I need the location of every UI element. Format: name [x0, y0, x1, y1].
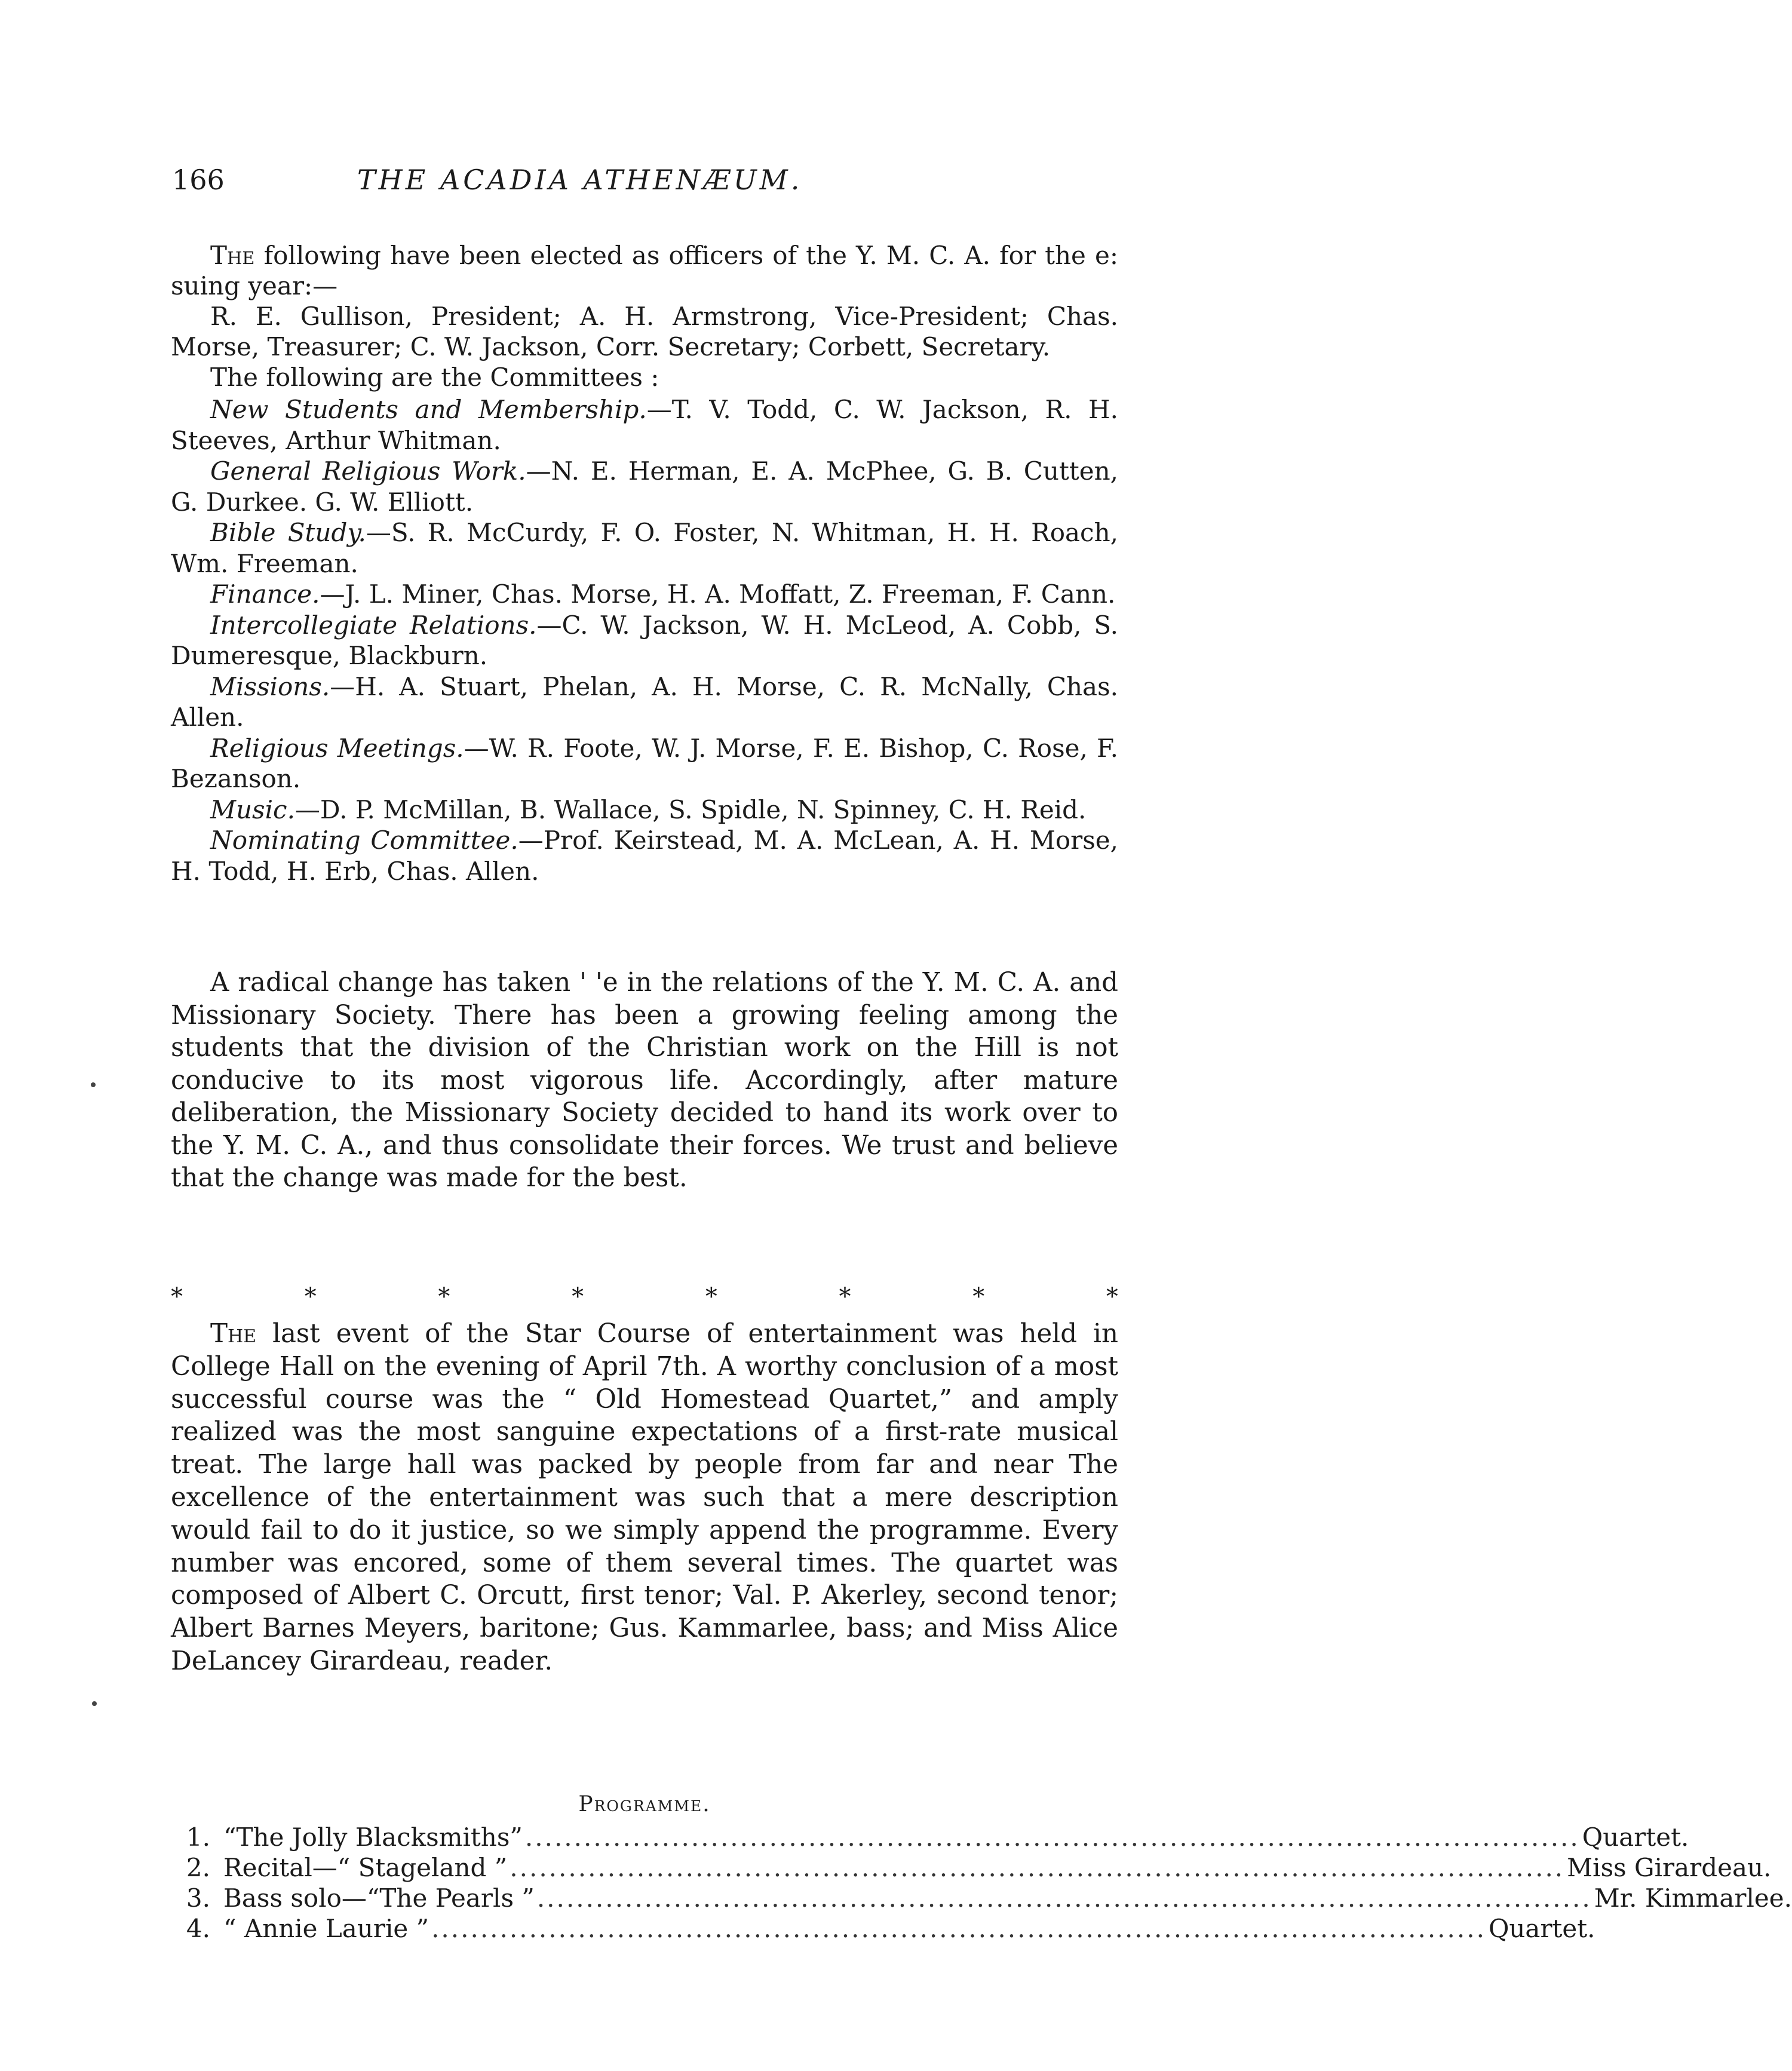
- programme-item: [171, 1822, 1689, 1852]
- separator-star: *: [705, 1283, 717, 1311]
- committee-members: —D. P. McMillan, B. Wallace, S. Spidle, N. Spinney, C. H. Reid.: [294, 794, 1087, 824]
- committee-name: General Religious Work.: [210, 456, 526, 486]
- star-course-paragraph: [171, 1318, 1118, 1678]
- committee-entry: [171, 733, 1118, 794]
- scan-speck: [92, 1701, 97, 1706]
- committee-entry: [171, 671, 1118, 733]
- programme-performer: Quartet.: [1488, 1914, 1595, 1943]
- committee-entry: [171, 794, 1118, 826]
- programme-performer: Mr. Kimmarlee.: [1594, 1883, 1792, 1913]
- committee-members: —N. E. Herman, E. A. McPhee, G. B. Cutten, G. Durkee. G. W. Elliott.: [171, 456, 1118, 517]
- separator-star: *: [572, 1283, 584, 1311]
- page-header: [172, 164, 1119, 211]
- programme-heading: Programme.: [578, 1792, 711, 1817]
- programme-item: [171, 1852, 1772, 1883]
- committee-name: Finance.: [210, 579, 320, 609]
- committee-entry: [171, 610, 1118, 671]
- programme-title: “ Annie Laurie ”: [223, 1914, 429, 1943]
- star-course-text: last event of the Star Course of entertainment was held in College Hall on the evening of April 7th. A worthy conclusion of a most successful course was the “ Old Homestead Quartet,” and amply realized was the most sanguine expectations of a first-rate musical treat. The large hall was packed by people from far and near The excellence of the entertainment was such that a mere description would fail to do it justice, so we simply append the programme. Every number was encored, some of them several times. The quartet was composed of Albert C. Orcutt, first tenor; Val. P. Akerley, second tenor; Albert Barnes Meyers, baritone; Gus. Kammarlee, bass; and Miss Alice DeLancey Girardeau, reader.: [171, 1319, 1118, 1676]
- programme-performer: Miss Girardeau.: [1567, 1853, 1772, 1882]
- separator-star: *: [438, 1283, 450, 1311]
- section-separator: [171, 1283, 1118, 1311]
- separator-star: *: [972, 1283, 985, 1311]
- committee-members: —S. R. McCurdy, F. O. Foster, N. Whitman, H. H. Roach, Wm. Freeman.: [171, 518, 1118, 578]
- programme-title: Recital—“ Stageland ”: [223, 1853, 508, 1882]
- committee-entry: [171, 825, 1118, 886]
- separator-star: *: [1106, 1283, 1118, 1311]
- committees-intro: The following are the Committees :: [210, 363, 659, 392]
- committee-entry: [171, 517, 1118, 579]
- committee-name: Nominating Committee.: [210, 826, 518, 855]
- separator-star: *: [304, 1283, 317, 1311]
- officers-text: following have been elected as officers of the Y. M. C. A. for the e: suing year:—: [171, 241, 1118, 300]
- programme-number: 2.: [186, 1853, 210, 1882]
- committee-name: Music.: [210, 794, 295, 824]
- leader-dots: ............................................................................................................: [536, 1883, 1592, 1913]
- leader-dots: ............................................................................................................: [431, 1914, 1486, 1943]
- radical-change-paragraph: A radical change has taken ' 'e in the relations of the Y. M. C. A. and Missionary Society. There has been a growing feeling among the students that the division of the Christian work on the Hill is not conducive to its most vigorous life. Accordingly, after mature deliberation, the Missionary Society decided to hand its work over to the Y. M. C. A., and thus consolidate their forces. We trust and believe that the change was made for the best.: [171, 968, 1118, 1193]
- leader-dots: ............................................................................................................: [510, 1853, 1565, 1882]
- programme-number: 3.: [186, 1883, 210, 1913]
- programme-performer: Quartet.: [1582, 1823, 1689, 1852]
- committee-members: —T. V. Todd, C. W. Jackson, R. H. Steeves, Arthur Whitman.: [171, 395, 1118, 455]
- programme-number: 1.: [186, 1823, 210, 1852]
- leader-dots: ............................................................................................................: [524, 1823, 1580, 1852]
- programme-item: [171, 1883, 1792, 1913]
- committee-members: —Prof. Keirstead, M. A. McLean, A. H. Morse, H. Todd, H. Erb, Chas. Allen.: [171, 826, 1118, 886]
- programme-number: 4.: [186, 1914, 210, 1943]
- committee-members: —J. L. Miner, Chas. Morse, H. A. Moffatt, Z. Freeman, F. Cann.: [320, 579, 1116, 609]
- officers-paragraph: [171, 240, 1118, 301]
- separator-star: *: [171, 1283, 183, 1311]
- officers-lead: The: [210, 241, 255, 270]
- committee-name: Intercollegiate Relations.: [210, 610, 537, 640]
- officers-list: R. E. Gullison, President; A. H. Armstrong, Vice-President; Chas. Morse, Treasurer; C. W. Jackson, Corr. Secretary; Corbett, Secretary.: [171, 302, 1118, 361]
- star-course-lead: The: [210, 1319, 257, 1349]
- committees-list: [171, 394, 1118, 886]
- committee-name: Missions.: [210, 671, 330, 701]
- programme-item: [171, 1913, 1595, 1944]
- running-title: THE ACADIA ATHENÆUM.: [357, 164, 803, 196]
- scan-speck: [91, 1082, 96, 1087]
- committee-name: Religious Meetings.: [210, 733, 464, 763]
- programme-title: Bass solo—“The Pearls ”: [223, 1883, 535, 1913]
- programme-list: [171, 1822, 1792, 1944]
- committee-entry: [171, 394, 1118, 456]
- committee-name: Bible Study.: [210, 518, 366, 547]
- committee-entry: [171, 579, 1118, 610]
- committee-name: New Students and Membership.: [210, 395, 647, 424]
- page-number: 166: [172, 164, 225, 196]
- separator-star: *: [839, 1283, 851, 1311]
- committee-entry: [171, 456, 1118, 517]
- programme-title: “The Jolly Blacksmiths”: [223, 1823, 523, 1852]
- committee-members: —H. A. Stuart, Phelan, A. H. Morse, C. R. McNally, Chas. Allen.: [171, 671, 1118, 732]
- committee-members: —W. R. Foote, W. J. Morse, F. E. Bishop, C. Rose, F. Bezanson.: [171, 733, 1118, 793]
- committee-members: —C. W. Jackson, W. H. McLeod, A. Cobb, S. Dumeresque, Blackburn.: [171, 610, 1118, 670]
